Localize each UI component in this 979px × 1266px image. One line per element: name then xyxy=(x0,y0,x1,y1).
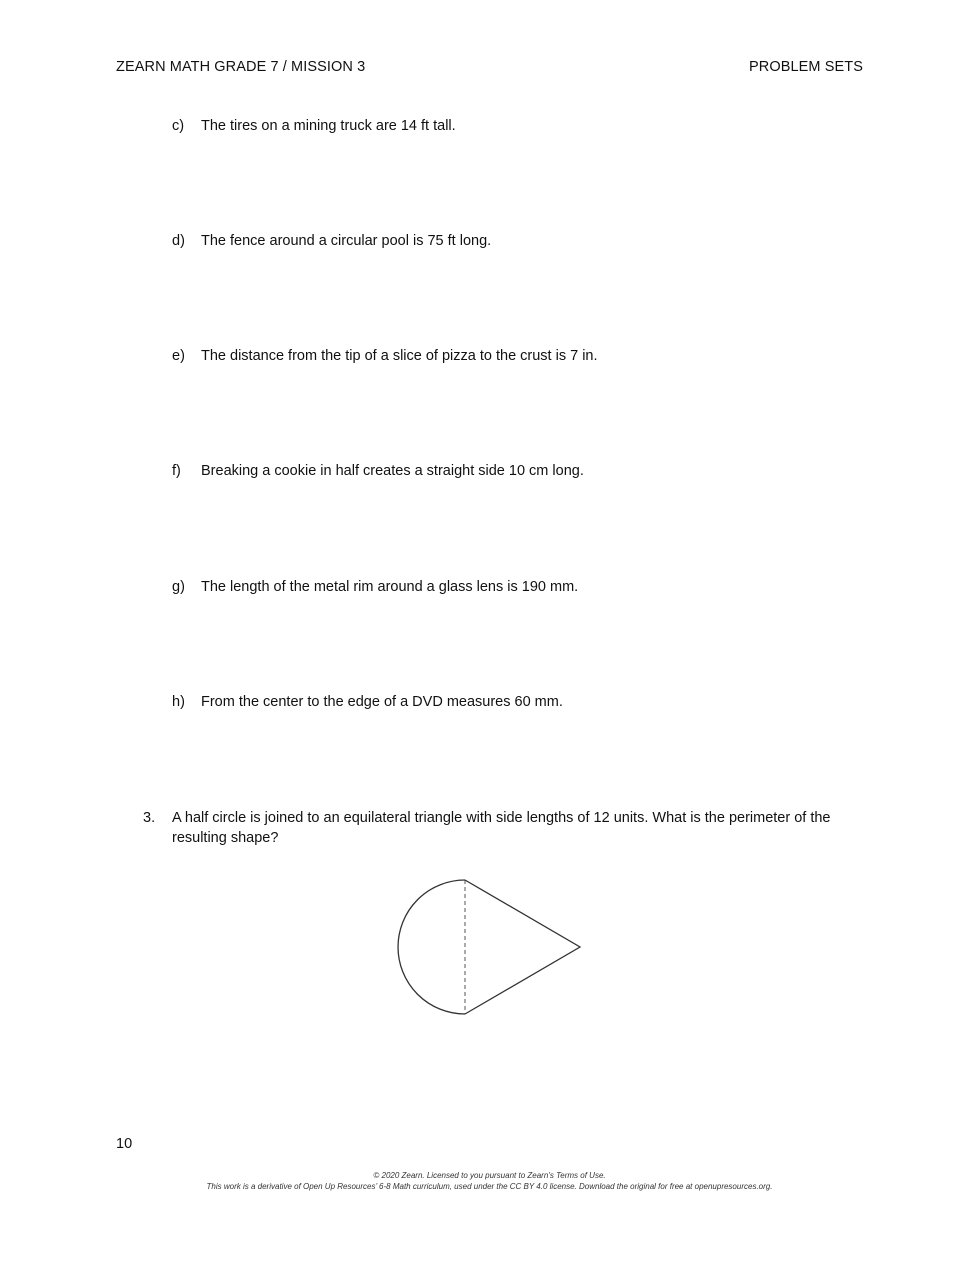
triangle-sides xyxy=(465,880,580,1014)
header-title: ZEARN MATH GRADE 7 / MISSION 3 xyxy=(116,59,366,75)
footer xyxy=(0,1170,979,1192)
item-g xyxy=(172,577,578,597)
footer-copyright: © 2020 Zearn. Licensed to you pursuant to Zearn’s Terms of Use. xyxy=(373,1171,606,1180)
item-text: The tires on a mining truck are 14 ft tall. xyxy=(201,118,456,134)
item-text: Breaking a cookie in half creates a straight side 10 cm long. xyxy=(201,463,584,479)
item-text: The distance from the tip of a slice of pizza to the crust is 7 in. xyxy=(201,348,598,364)
item-label: d) xyxy=(172,233,185,249)
item-text: From the center to the edge of a DVD measures 60 mm. xyxy=(201,694,563,710)
header-section: PROBLEM SETS xyxy=(748,59,863,75)
item-c xyxy=(172,116,456,136)
item-label: e) xyxy=(172,348,185,364)
item-label: g) xyxy=(172,579,185,595)
item-f xyxy=(172,461,584,481)
problem-number: 3. xyxy=(143,810,156,826)
item-text: The fence around a circular pool is 75 ft long. xyxy=(201,233,492,249)
item-e xyxy=(172,346,598,366)
problem-text: A half circle is joined to an equilateral triangle with side lengths of 12 units. What is the perimeter of the resulting shape? xyxy=(172,810,831,846)
item-label: h) xyxy=(172,694,185,710)
page-number: 10 xyxy=(116,1136,133,1152)
item-h xyxy=(172,692,563,712)
item-text: The length of the metal rim around a glass lens is 190 mm. xyxy=(201,579,579,595)
footer-license: This work is a derivative of Open Up Resources’ 6-8 Math curriculum, used under the CC BY 4.0 license. Download the original for free at openupresources.org. xyxy=(206,1182,773,1191)
item-label: c) xyxy=(172,118,185,134)
problem-3 xyxy=(143,808,863,848)
half-circle-triangle-figure xyxy=(390,872,590,1022)
item-label: f) xyxy=(172,463,181,479)
half-circle-arc xyxy=(398,880,465,1014)
item-d xyxy=(172,231,491,251)
